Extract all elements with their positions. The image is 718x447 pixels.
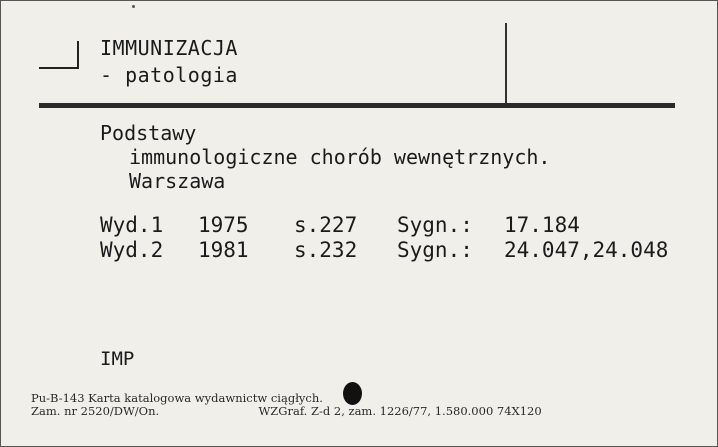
footer-line-2 [31, 405, 542, 418]
signature-value: 17.184 [504, 213, 580, 237]
year: 1981 [198, 238, 249, 262]
heading-line-1: IMMUNIZACJA [100, 36, 238, 60]
footer-print-info: WZGraf. Z-d 2, zam. 1226/77, 1.580.000 74X120 [258, 404, 542, 418]
pages: s.227 [294, 213, 358, 237]
edition: Wyd.1 [100, 213, 164, 237]
signature-value: 24.047,24.048 [504, 238, 669, 262]
title-block [100, 121, 550, 193]
signature-label: Sygn.: [397, 213, 473, 237]
signature-mark: IMP [100, 348, 135, 370]
publication-row [100, 213, 668, 238]
footer-order-number: Zam. nr 2520/DW/On. [31, 404, 160, 418]
ink-speck [132, 5, 135, 8]
corner-bracket [39, 41, 79, 69]
publication-row [100, 238, 668, 263]
vertical-divider [505, 23, 507, 105]
year: 1975 [198, 213, 249, 237]
heading-line-2: - patologia [100, 63, 238, 87]
edition: Wyd.2 [100, 238, 164, 262]
subject-heading [100, 35, 238, 89]
horizontal-rule [39, 103, 675, 108]
title-line-3: Warszawa [129, 169, 226, 193]
footer-line-1: Pu-B-143 Karta katalogowa wydawnictw ciągłych. [31, 391, 323, 405]
title-line-1: Podstawy [100, 121, 197, 145]
title-line-2: immunologiczne chorób wewnętrznych. [129, 145, 551, 169]
publication-list [100, 213, 668, 263]
signature-label: Sygn.: [397, 238, 473, 262]
printer-footer [31, 392, 542, 418]
pages: s.232 [294, 238, 358, 262]
